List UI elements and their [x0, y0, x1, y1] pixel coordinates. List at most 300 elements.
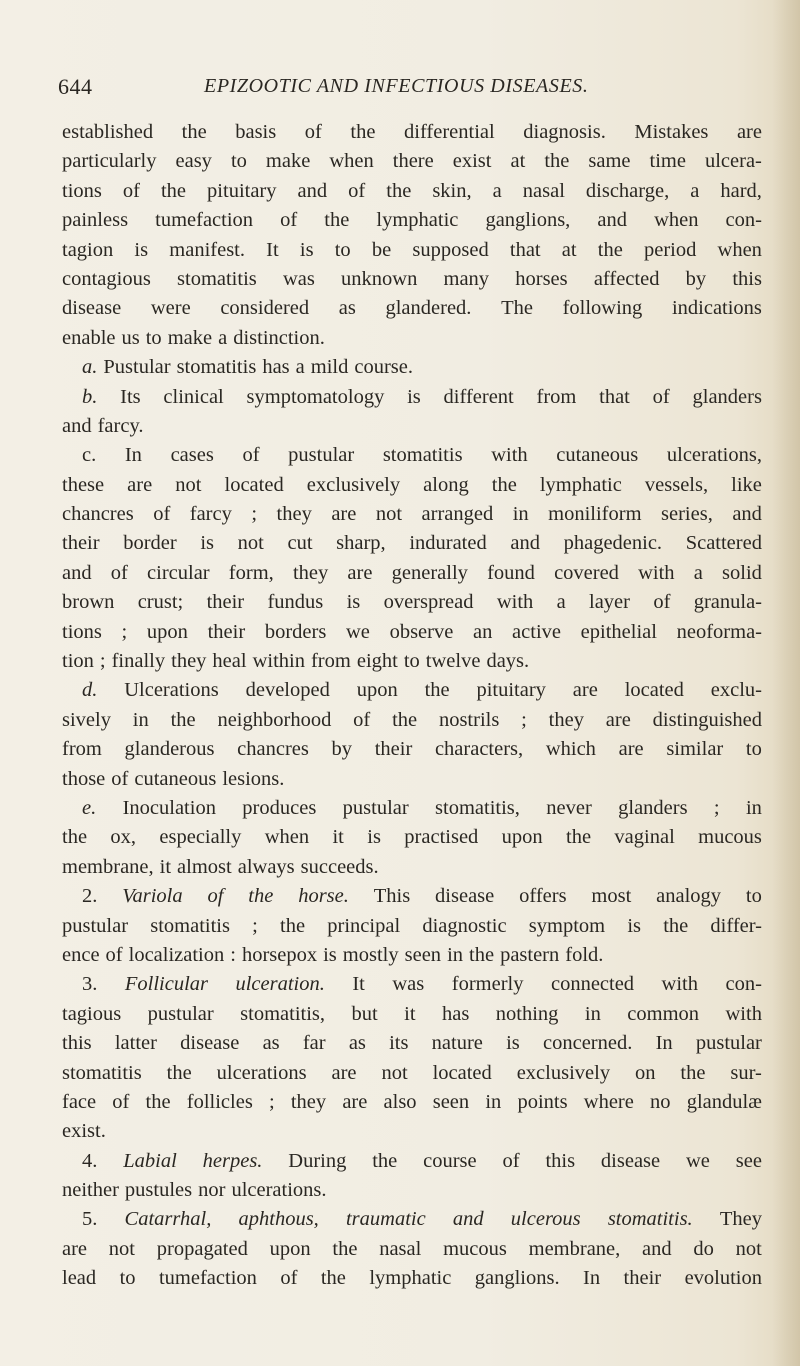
word: pustular	[342, 796, 409, 819]
word: the	[372, 1149, 398, 1172]
text-line	[62, 588, 762, 617]
word: painless	[62, 209, 129, 232]
word: pustular	[62, 914, 129, 937]
word: It	[266, 238, 279, 261]
word: it	[332, 826, 344, 849]
word: when	[329, 150, 374, 173]
word: enable	[62, 326, 116, 349]
word: has	[262, 356, 290, 379]
word: of	[304, 121, 322, 143]
word: in	[132, 708, 149, 731]
word: principal	[327, 914, 401, 937]
word: also	[383, 1090, 417, 1113]
text-line	[62, 1000, 762, 1029]
body-text	[62, 118, 762, 1294]
text-line	[62, 559, 762, 588]
word: neighborhood	[217, 708, 332, 731]
word: is	[200, 532, 215, 555]
word: ulcerations	[216, 1061, 307, 1084]
word: stomatitis	[176, 356, 257, 379]
word: seen	[404, 943, 442, 966]
word: glanders	[692, 385, 762, 408]
word: unknown	[341, 267, 418, 290]
word: is	[134, 238, 149, 261]
word: this	[62, 1032, 92, 1055]
word: affected	[593, 267, 660, 290]
word: lymphatic	[539, 473, 622, 496]
word: localization	[128, 943, 225, 966]
word: the	[544, 150, 570, 173]
word: different	[443, 385, 514, 408]
word: mild	[310, 356, 349, 379]
word: connected	[550, 973, 635, 996]
word: con-	[725, 209, 762, 232]
word: propagated	[156, 1237, 248, 1260]
word: succeeds.	[300, 855, 379, 878]
word: ox,	[110, 826, 137, 849]
word: at	[510, 150, 526, 173]
word: seen	[432, 1090, 470, 1113]
word: tagious	[62, 1002, 122, 1025]
word: Inoculation	[122, 796, 216, 819]
word: overspread	[383, 591, 474, 614]
word: as	[338, 297, 356, 320]
word: when	[654, 209, 699, 232]
word: of	[110, 561, 128, 584]
word: practised	[404, 826, 479, 849]
word: similar	[666, 738, 724, 761]
word: circular	[147, 561, 210, 584]
word: easy	[175, 150, 212, 173]
word: they	[548, 708, 584, 731]
word: were	[150, 297, 191, 320]
word: ;	[121, 620, 128, 643]
word: horse.	[298, 885, 349, 908]
word: with	[491, 444, 528, 467]
text-line	[62, 853, 762, 882]
word: herpes.	[202, 1149, 263, 1172]
word: indurated	[409, 532, 487, 555]
word: is	[323, 943, 337, 966]
word: days.	[486, 650, 530, 673]
text-line	[62, 1088, 762, 1117]
word: The	[501, 297, 533, 320]
word: disease	[62, 297, 122, 320]
word: solid	[722, 561, 762, 584]
word: They	[719, 1208, 762, 1231]
word: Its	[120, 385, 141, 408]
word: disease	[600, 1149, 661, 1172]
word: their	[62, 532, 100, 555]
word: located	[224, 473, 284, 496]
word: this	[732, 267, 762, 290]
word: the	[491, 473, 517, 496]
word: are	[347, 561, 373, 584]
word: disease	[180, 1032, 240, 1055]
word: not	[237, 532, 264, 555]
word: they	[290, 1090, 327, 1113]
word: are	[331, 503, 357, 526]
word: located	[432, 1061, 492, 1084]
word: developed	[245, 679, 330, 702]
word: the	[566, 826, 592, 849]
word: never	[546, 796, 592, 819]
word: considered	[220, 297, 310, 320]
word: far	[302, 1032, 326, 1055]
word: glanderous	[124, 738, 215, 761]
word: the	[248, 885, 274, 908]
word: a	[492, 179, 502, 202]
text-line	[62, 324, 762, 353]
word: moniliform	[548, 503, 642, 526]
word: b.	[82, 385, 98, 408]
word: is	[627, 914, 641, 937]
word: the	[332, 1237, 358, 1260]
word: 4.	[82, 1149, 98, 1172]
text-line	[62, 1235, 762, 1264]
word: :	[230, 943, 236, 966]
word: and	[62, 414, 92, 437]
word: stomatitis,	[435, 796, 520, 819]
word: ;	[99, 650, 106, 673]
word: Labial	[123, 1149, 177, 1172]
word: ulceration.	[235, 973, 325, 996]
word: in	[447, 943, 464, 966]
word: ;	[268, 1090, 275, 1113]
word: it	[159, 855, 172, 878]
word: cut	[287, 532, 313, 555]
word: with	[661, 973, 698, 996]
word: pustular	[288, 444, 355, 467]
word: their	[623, 1267, 662, 1290]
word: diagnostic	[422, 914, 507, 937]
word: the	[324, 209, 350, 232]
word: disease	[435, 885, 495, 908]
word: traumatic	[345, 1208, 426, 1231]
word: from	[310, 650, 351, 673]
word: common	[627, 1002, 700, 1025]
text-line	[62, 1205, 762, 1234]
word: where	[583, 1090, 634, 1113]
word: their	[207, 620, 246, 643]
word: glanders	[618, 796, 688, 819]
word: aphthous,	[238, 1208, 319, 1231]
text-line	[62, 236, 762, 265]
word: indications	[671, 297, 762, 320]
word: exist.	[62, 1120, 106, 1143]
word: eight	[356, 650, 398, 673]
word: is	[367, 826, 381, 849]
word: ;	[251, 503, 258, 526]
word: In	[655, 1032, 673, 1055]
text-line	[62, 1264, 762, 1293]
word: discharge,	[585, 179, 670, 202]
word: During	[288, 1149, 347, 1172]
word: crust;	[137, 591, 184, 614]
word: 3.	[82, 973, 98, 996]
running-head: EPIZOOTIC AND INFECTIOUS DISEASES.	[204, 75, 589, 97]
word: this	[545, 1149, 576, 1172]
word: are	[62, 1237, 88, 1260]
word: In	[583, 1267, 601, 1290]
word: and	[732, 503, 762, 526]
word: the	[469, 943, 495, 966]
word: ulcera-	[704, 150, 762, 173]
word: the	[392, 708, 418, 731]
word: to	[119, 1267, 136, 1290]
word: mucous	[443, 1237, 507, 1260]
word: upon	[356, 679, 398, 702]
text-line	[62, 823, 762, 852]
word: upon	[269, 1237, 311, 1260]
word: following	[562, 297, 643, 320]
text-line	[62, 970, 762, 999]
word: we	[346, 620, 370, 643]
word: borders	[264, 620, 327, 643]
word: located	[624, 679, 684, 702]
word: latter	[114, 1032, 157, 1055]
word: the	[350, 121, 376, 143]
word: clinical	[163, 385, 224, 408]
word: Scattered	[685, 532, 762, 555]
word: of	[280, 209, 298, 232]
word: with	[725, 1002, 762, 1025]
word: In	[124, 444, 142, 467]
word: of	[111, 767, 129, 790]
word: Follicular	[124, 973, 208, 996]
word: by	[331, 738, 353, 761]
word: analogy	[656, 885, 722, 908]
word: form,	[228, 561, 274, 584]
word: see	[735, 1149, 762, 1172]
word: con-	[725, 973, 762, 996]
word: as	[348, 1032, 366, 1055]
word: established	[62, 121, 154, 143]
word: a	[218, 326, 228, 349]
word: fundus	[267, 591, 324, 614]
word: diagnosis.	[523, 121, 606, 143]
text-line	[62, 412, 762, 441]
word: the	[280, 914, 306, 937]
word: neither	[62, 1179, 119, 1202]
word: always	[237, 855, 295, 878]
word: and	[297, 179, 328, 202]
word: membrane,	[528, 1237, 621, 1260]
text-line	[62, 177, 762, 206]
word: the	[160, 179, 187, 202]
word: tumefaction	[158, 1267, 257, 1290]
word: pustules	[124, 1179, 193, 1202]
text-line	[62, 735, 762, 764]
word: the	[181, 121, 207, 143]
word: and	[510, 532, 540, 555]
word: not	[735, 1237, 762, 1260]
word: ;	[521, 708, 527, 731]
word: cutaneous	[556, 444, 639, 467]
word: ulcerations.	[231, 1179, 327, 1202]
word: there	[392, 150, 434, 173]
word: generally	[391, 561, 468, 584]
text-line	[62, 206, 762, 235]
word: along	[423, 473, 469, 496]
word: of	[112, 1090, 130, 1113]
word: ulcerations,	[666, 444, 762, 467]
word: glandered.	[385, 297, 472, 320]
word: the	[62, 826, 88, 849]
word: manifest.	[169, 238, 245, 261]
word: many	[443, 267, 490, 290]
word: upon	[146, 620, 188, 643]
word: has	[442, 1002, 470, 1025]
word: pustular	[695, 1032, 762, 1055]
word: a	[556, 591, 566, 614]
text-line	[62, 765, 762, 794]
word: ulcerous	[510, 1208, 581, 1231]
word: most	[591, 885, 632, 908]
word: brown	[62, 591, 115, 614]
word: its	[389, 1032, 409, 1055]
word: of	[502, 1149, 520, 1172]
text-line	[62, 912, 762, 941]
word: membrane,	[62, 855, 154, 878]
word: series,	[661, 503, 713, 526]
word: Catarrhal,	[124, 1208, 212, 1231]
word: which	[545, 738, 596, 761]
word: twelve	[425, 650, 481, 673]
word: exist	[452, 150, 492, 173]
text-line	[62, 882, 762, 911]
word: finally	[111, 650, 166, 673]
word: nasal	[522, 179, 565, 202]
word: in	[584, 1002, 601, 1025]
text-line	[62, 618, 762, 647]
word: ence	[62, 943, 100, 966]
word: they	[171, 650, 207, 673]
word: no	[650, 1090, 671, 1113]
word: not	[108, 1237, 135, 1260]
word: period	[643, 238, 697, 261]
word: the	[170, 708, 196, 731]
word: are	[618, 738, 644, 761]
word: stomatitis	[150, 914, 230, 937]
word: lead	[62, 1267, 97, 1290]
word: that	[509, 238, 541, 261]
word: from	[536, 385, 577, 408]
word: is	[506, 1032, 520, 1055]
word: to	[745, 885, 762, 908]
word: horses	[515, 267, 568, 290]
word: in	[745, 796, 762, 819]
word: ganglions,	[485, 209, 571, 232]
word: an	[473, 620, 493, 643]
word: to	[145, 326, 162, 349]
word: is	[346, 591, 361, 614]
word: neoforma-	[676, 620, 762, 643]
word: cutaneous	[134, 767, 217, 790]
text-line	[62, 147, 762, 176]
word: when	[264, 826, 310, 849]
word: course	[423, 1149, 477, 1172]
word: granula-	[693, 591, 762, 614]
word: of	[348, 179, 366, 202]
word: they	[292, 561, 329, 584]
word: pastern	[500, 943, 560, 966]
word: was	[282, 267, 315, 290]
word: stomatitis	[177, 267, 257, 290]
word: at	[561, 238, 577, 261]
word: vessels,	[644, 473, 709, 496]
word: nor	[198, 1179, 226, 1202]
word: on	[635, 1061, 656, 1084]
word: lesions.	[222, 767, 285, 790]
word: tion	[62, 650, 94, 673]
word: stomatitis	[382, 444, 463, 467]
word: a	[295, 356, 305, 379]
word: not	[375, 503, 403, 526]
word: distinction.	[233, 326, 325, 349]
word: observe	[389, 620, 454, 643]
word: mostly	[342, 943, 399, 966]
word: those	[62, 767, 106, 790]
word: by	[685, 267, 707, 290]
word: tumefaction	[155, 209, 254, 232]
word: heal	[212, 650, 247, 673]
text-line	[62, 1147, 762, 1176]
word: of	[242, 444, 260, 467]
word: fold.	[565, 943, 604, 966]
word: the	[145, 1090, 171, 1113]
word: the	[663, 914, 689, 937]
word: is	[407, 385, 421, 408]
text-line	[62, 706, 762, 735]
word: but	[351, 1002, 378, 1025]
text-line	[62, 471, 762, 500]
word: the	[386, 179, 412, 202]
word: almost	[177, 855, 232, 878]
text-line	[62, 1176, 762, 1205]
word: to	[230, 150, 247, 173]
word: characters,	[434, 738, 524, 761]
word: they	[276, 503, 312, 526]
word: us	[121, 326, 140, 349]
word: pustular	[147, 1002, 214, 1025]
word: epithelial	[580, 620, 657, 643]
word: Mistakes	[634, 121, 709, 143]
word: 5.	[82, 1208, 98, 1231]
word: Ulcerations	[124, 679, 219, 702]
word: farcy	[189, 503, 232, 526]
word: symptom	[528, 914, 606, 937]
word: of	[280, 1267, 298, 1290]
word: active	[512, 620, 561, 643]
word: symptomatology	[246, 385, 385, 408]
word: are	[605, 708, 631, 731]
word: nostrils	[438, 708, 500, 731]
text-line	[62, 1029, 762, 1058]
text-line	[62, 941, 762, 970]
word: make	[265, 150, 311, 173]
word: particularly	[62, 150, 157, 173]
word: d.	[82, 679, 98, 702]
text-line	[62, 294, 762, 323]
word: as	[262, 1032, 280, 1055]
word: nasal	[379, 1237, 422, 1260]
word: it	[404, 1002, 416, 1025]
word: within	[252, 650, 305, 673]
word: sively	[62, 708, 111, 731]
page-edge-shadow	[772, 0, 800, 1366]
word: concerned.	[543, 1032, 633, 1055]
